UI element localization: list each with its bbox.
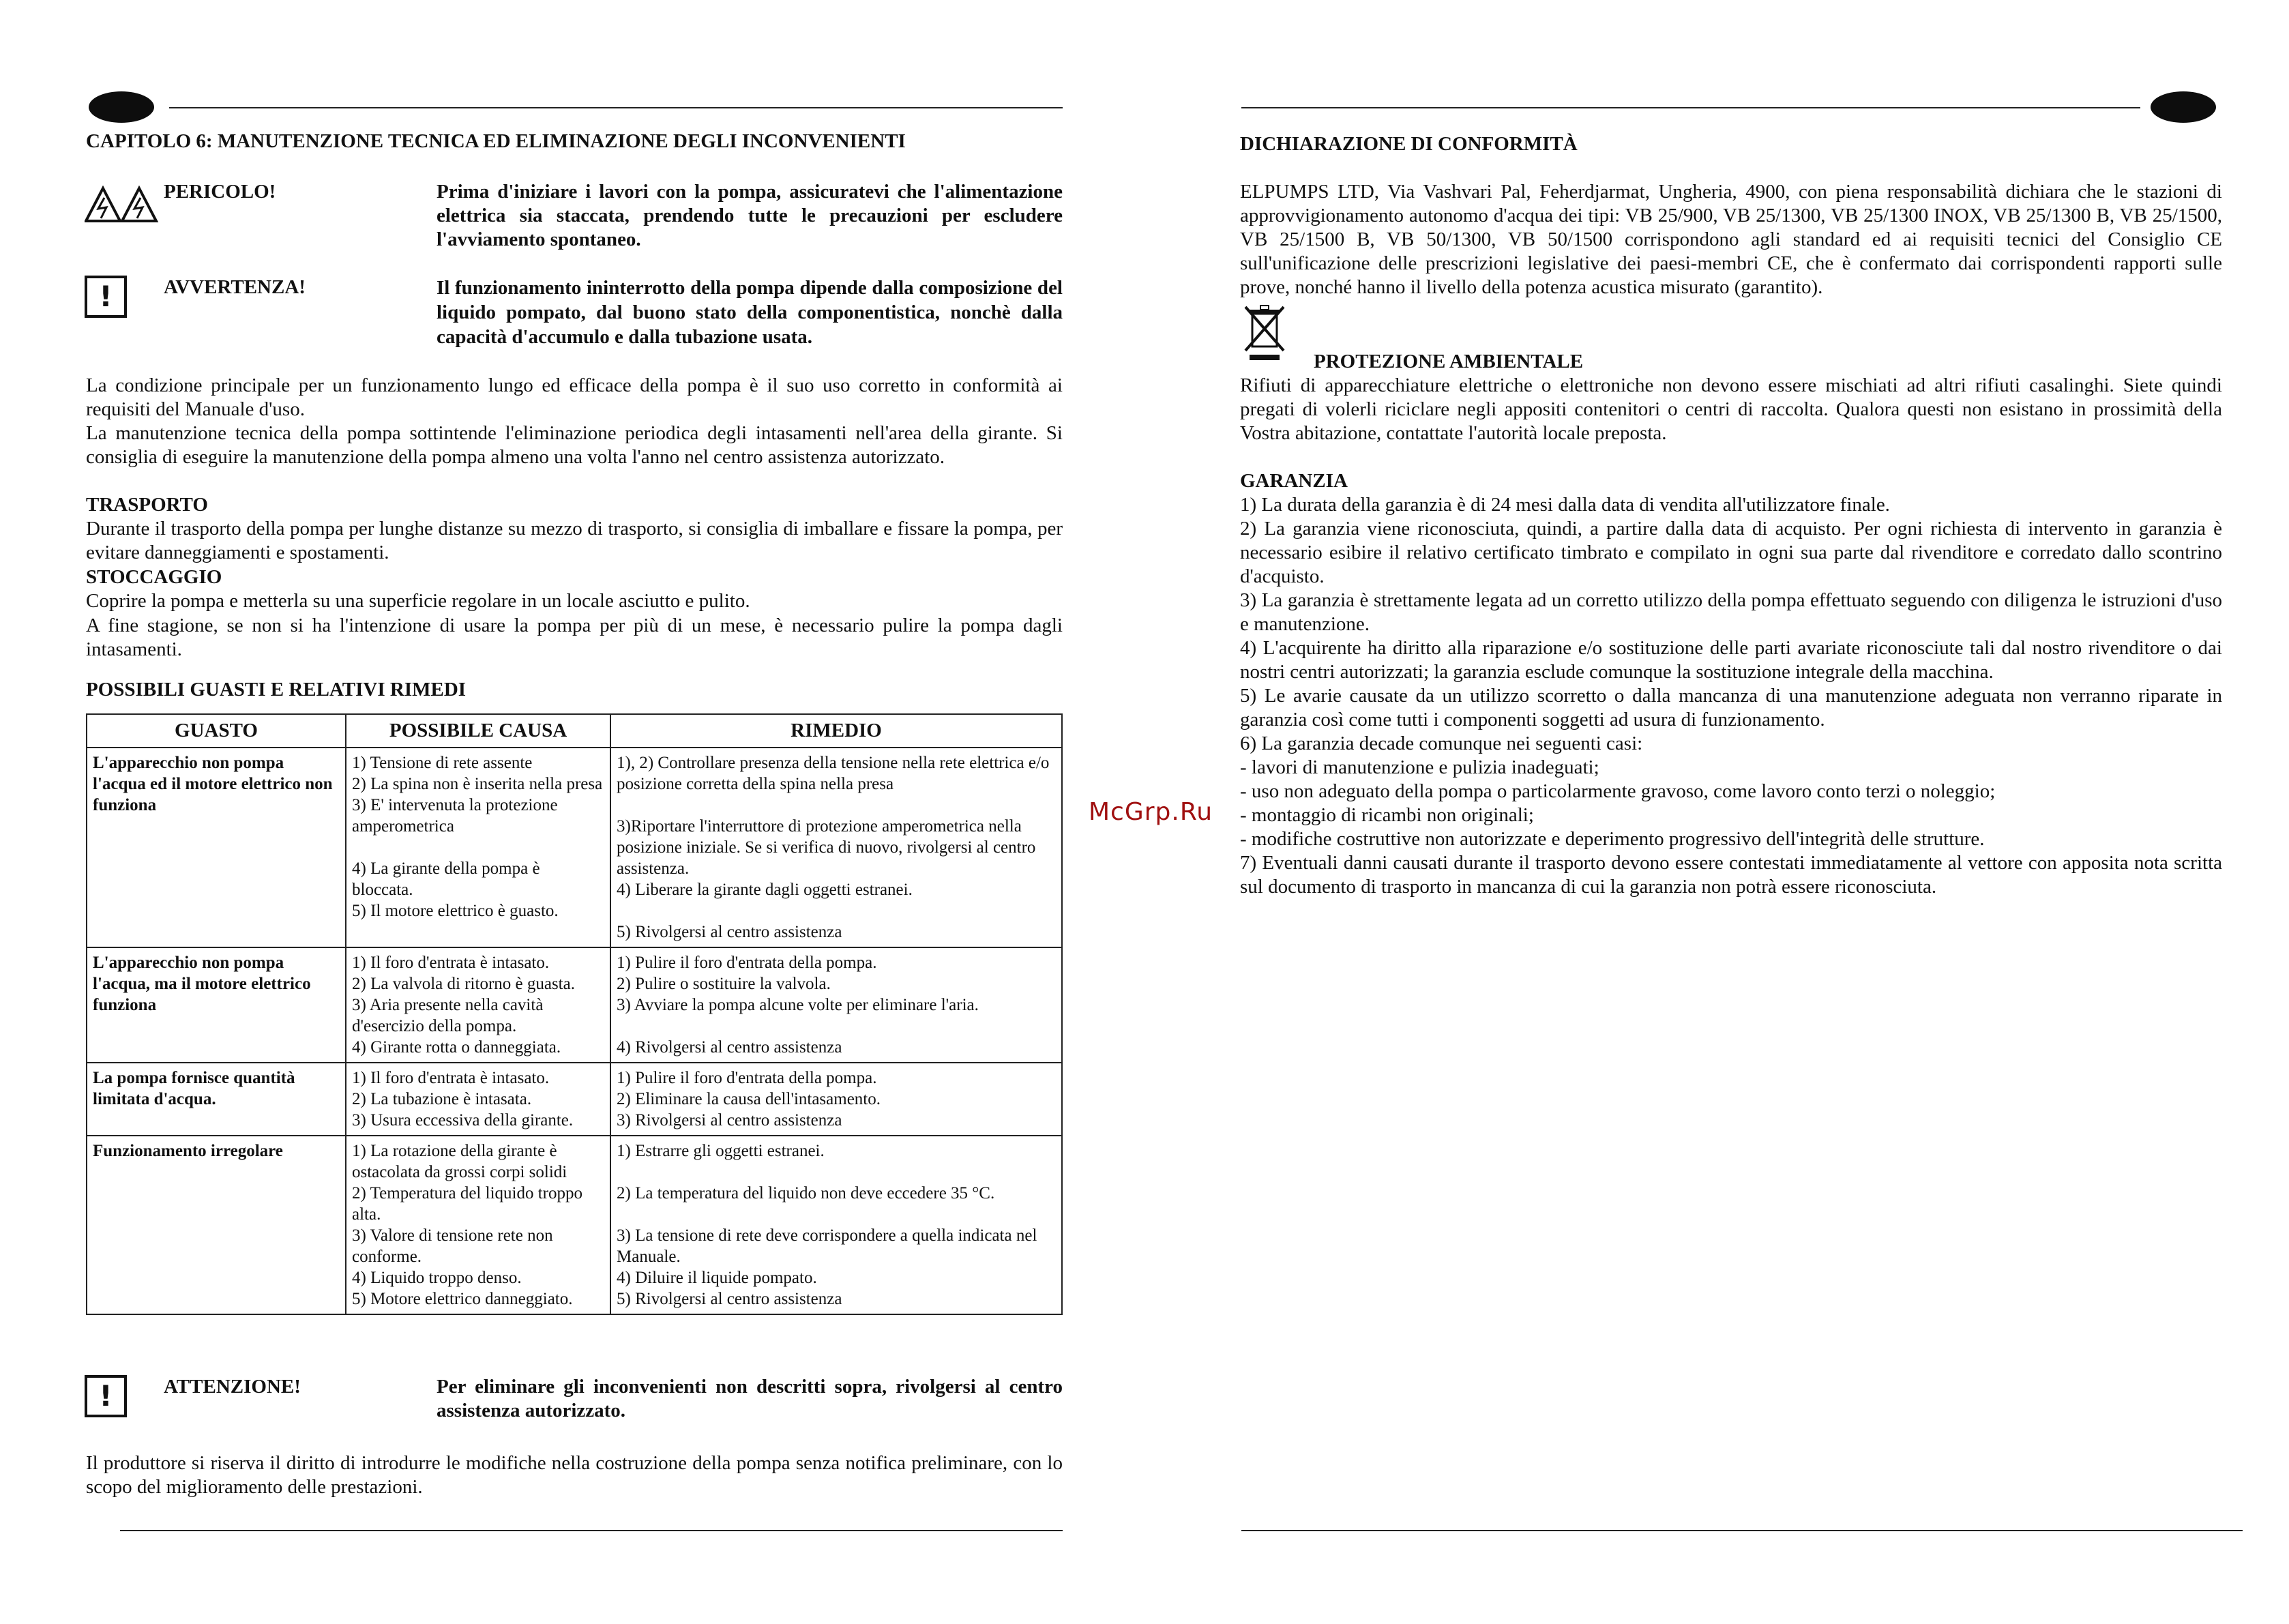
- warranty-item: 5) Le avarie causate da un utilizzo scorretto o dalla mancanza di una manutenzione adeguata non verranno riparate in garanzia così come tutti i componenti soggetti ad usura di funzionamento.: [1240, 685, 2222, 730]
- remedy-line: 1) Pulire il foro d'entrata della pompa.: [617, 954, 877, 972]
- attention-text: Per eliminare gli inconvenienti non descritti sopra, rivolgersi al centro assistenza autorizzato.: [437, 1376, 1063, 1421]
- attention-label: ATTENZIONE!: [164, 1376, 301, 1398]
- remedy-line: 4) Rivolgersi al centro assistenza: [617, 1038, 842, 1057]
- remedy-line: 2) La temperatura del liquido non deve eccedere 35 °C.: [617, 1184, 995, 1202]
- faults-title: POSSIBILI GUASTI E RELATIVI RIMEDI: [86, 679, 467, 700]
- warranty-item: 6) La garanzia decade comunque nei seguenti casi:: [1240, 733, 1643, 754]
- warning-label: AVVERTENZA!: [164, 276, 306, 298]
- danger-icon: [85, 186, 160, 224]
- storage-title: STOCCAGGIO: [86, 566, 222, 588]
- footer-note: Il produttore si riserva il diritto di introdurre le modifiche nella costruzione della pompa senza notifica preliminare, con lo scopo del miglioramento delle prestazioni.: [86, 1452, 1063, 1498]
- header-rule: [1241, 107, 2140, 108]
- page-number-marker: [2151, 91, 2216, 123]
- cause-line: 2) Temperatura del liquido troppo alta.: [352, 1184, 582, 1224]
- cause-line: 3) Valore di tensione rete non conforme.: [352, 1226, 553, 1266]
- intro-paragraph: La condizione principale per un funzionamento lungo ed efficace della pompa è il suo uso corretto in conformità ai requisiti del Manuale d'uso.: [86, 374, 1063, 420]
- warranty-item: 2) La garanzia viene riconosciuta, quindi, a partire dalla data di acquisto. Per ogni richiesta di intervento in garanzia è necessario esibire il relativo certificato timbrato e compilato in ogni sua parte dal rivenditore e corredato dallo scontrino d'acquisto.: [1240, 518, 2222, 587]
- remedy-cell: [610, 947, 1062, 1063]
- warranty-title: GARANZIA: [1240, 470, 1348, 492]
- transport-text: Durante il trasporto della pompa per lunghe distanze su mezzo di trasporto, si consiglia di imballare e fissare la pompa, per evitare danneggiamenti e spostamenti.: [86, 518, 1063, 563]
- storage-text-1: Coprire la pompa e metterla su una superficie regolare in un locale asciutto e pulito.: [86, 590, 750, 612]
- table-row: [87, 748, 1062, 947]
- weee-bin-icon: [1243, 304, 1286, 361]
- cause-line: 2) La spina non è inserita nella presa: [352, 775, 603, 793]
- remedy-line: [617, 1204, 1056, 1225]
- remedy-line: [617, 900, 1056, 921]
- table-row: [87, 1063, 1062, 1136]
- cause-cell: [346, 748, 610, 947]
- cause-line: 4) La girante della pompa è bloccata.: [352, 859, 540, 899]
- attention-icon: !: [85, 1375, 127, 1417]
- remedy-line: [617, 1016, 1056, 1037]
- header-rule: [169, 107, 1063, 108]
- transport-title: TRASPORTO: [86, 494, 208, 516]
- cause-line: 2) La valvola di ritorno è guasta.: [352, 975, 575, 993]
- environment-title: PROTEZIONE AMBIENTALE: [1314, 351, 1584, 372]
- remedy-line: 2) Eliminare la causa dell'intasamento.: [617, 1090, 881, 1108]
- cause-line: 5) Motore elettrico danneggiato.: [352, 1290, 573, 1308]
- fault-cell: L'apparecchio non pompa l'acqua, ma il motore elettrico funziona: [87, 947, 346, 1063]
- cause-line: 1) La rotazione della girante è ostacolata da grossi corpi solidi: [352, 1142, 567, 1181]
- maintenance-paragraph: La manutenzione tecnica della pompa sottintende l'eliminazione periodica degli intasamenti nell'area della girante. Si consiglia di eseguire la manutenzione della pompa almeno una volta l'anno nel centro assistenza autorizzato.: [86, 422, 1063, 468]
- warranty-item: 7) Eventuali danni causati durante il trasporto devono essere contestati immediatamente al vettore con apposita nota scritta sul documento di trasporto in mancanza di cui la garanzia non potrà essere riconosciuta.: [1240, 852, 2222, 898]
- warranty-item: 3) La garanzia è strettamente legata ad un corretto utilizzo della pompa effettuato seguendo con diligenza le istruzioni d'uso e manutenzione.: [1240, 589, 2222, 635]
- faults-table: [86, 713, 1063, 1315]
- environment-text: Rifiuti di apparecchiature elettriche o elettroniche non devono essere mischiati ad altri rifiuti casalinghi. Siete quindi pregati di volerli riciclare negli appositi contenitori o centri di raccolta. Qualora questi non esistano in prossimità della Vostra abitazione, contattate l'autorità locale preposta.: [1240, 374, 2222, 444]
- watermark: McGrp.Ru: [1089, 798, 1213, 826]
- cause-line: 1) Il foro d'entrata è intasato.: [352, 954, 550, 972]
- remedy-line: 4) Liberare la girante dagli oggetti estranei.: [617, 881, 913, 899]
- remedy-line: 3) Avviare la pompa alcune volte per eliminare l'aria.: [617, 996, 979, 1014]
- cause-line: 3) Usura eccessiva della girante.: [352, 1111, 574, 1130]
- danger-text: Prima d'iniziare i lavori con la pompa, assicuratevi che l'alimentazione elettrica sia staccata, prendendo tutte le precauzioni per escludere l'avviamento spontaneo.: [437, 181, 1063, 250]
- remedy-line: 3) Rivolgersi al centro assistenza: [617, 1111, 842, 1130]
- conformity-title: DICHIARAZIONE DI CONFORMITÀ: [1240, 133, 1578, 155]
- cause-line: 1) Tensione di rete assente: [352, 754, 533, 772]
- cause-line: [352, 837, 604, 858]
- cause-line: 3) Aria presente nella cavità d'esercizio della pompa.: [352, 996, 544, 1035]
- remedy-line: 1) Pulire il foro d'entrata della pompa.: [617, 1069, 877, 1087]
- table-row: [87, 947, 1062, 1063]
- fault-cell: L'apparecchio non pompa l'acqua ed il motore elettrico non funziona: [87, 748, 346, 947]
- warning-text: Il funzionamento ininterrotto della pompa dipende dalla composizione del liquido pompato, dal buono stato della componentistica, nonchè dalla capacità d'accumulo e dalla tubazione usata.: [437, 277, 1063, 348]
- remedy-line: 2) Pulire o sostituire la valvola.: [617, 975, 831, 993]
- cause-cell: [346, 947, 610, 1063]
- table-row: [87, 1136, 1062, 1314]
- warranty-item: - uso non adeguato della pompa o particolarmente gravoso, come lavoro conto terzi o noleggio;: [1240, 780, 1996, 802]
- remedy-line: 1), 2) Controllare presenza della tensione nella rete elettrica e/o posizione corretta della spina nella presa: [617, 754, 1050, 793]
- cause-line: 4) Liquido troppo denso.: [352, 1269, 522, 1287]
- danger-label: PERICOLO!: [164, 181, 276, 203]
- remedy-cell: [610, 748, 1062, 947]
- remedy-line: 3) La tensione di rete deve corrispondere a quella indicata nel Manuale.: [617, 1226, 1037, 1266]
- storage-text-2: A fine stagione, se non si ha l'intenzione di usare la pompa per più di un mese, è necessario pulire la pompa dagli intasamenti.: [86, 615, 1063, 660]
- table-header: GUASTO: [87, 714, 346, 748]
- warranty-item: - lavori di manutenzione e pulizia inadeguati;: [1240, 756, 1599, 778]
- fault-cell: La pompa fornisce quantità limitata d'acqua.: [87, 1063, 346, 1136]
- remedy-line: [617, 795, 1056, 816]
- cause-line: 2) La tubazione è intasata.: [352, 1090, 532, 1108]
- footer-rule: [120, 1530, 1063, 1531]
- cause-cell: [346, 1136, 610, 1314]
- warranty-item: - montaggio di ricambi non originali;: [1240, 804, 1534, 826]
- right-page: [1173, 0, 2289, 1624]
- cause-cell: [346, 1063, 610, 1136]
- conformity-text: ELPUMPS LTD, Via Vashvari Pal, Feherdjarmat, Ungheria, 4900, con piena responsabilità dichiara che le stazioni di approvvigionamento autonomo d'acqua dei tipi: VB 25/900, VB 25/1300, VB 25/1300 INOX, VB 25/1300 B, VB 25/1500, VB 25/1500 B, VB 50/1300, VB 50/1500 corrispondono agli standard ed ai requisiti tecnici del Consiglio CE sull'unificazione delle prescrizioni legislative dei paesi-membri CE, che è confermato dai corrispondenti rapporti sulle prove, nonché hanno il livello della potenza acustica misurato (garantito).: [1240, 181, 2222, 298]
- warranty-item: 4) L'acquirente ha diritto alla riparazione e/o sostituzione delle parti avariate riconosciute tali dal nostro rivenditore o dai nostri centri autorizzati; la garanzia esclude comunque la sostituzione integrale della macchina.: [1240, 637, 2222, 683]
- table-header: POSSIBILE CAUSA: [346, 714, 610, 748]
- footer-rule: [1241, 1530, 2243, 1531]
- table-header: RIMEDIO: [610, 714, 1062, 748]
- remedy-line: 5) Rivolgersi al centro assistenza: [617, 923, 842, 941]
- page-number-marker: [89, 91, 154, 123]
- remedy-cell: [610, 1063, 1062, 1136]
- table-header-row: [87, 714, 1062, 748]
- cause-line: 5) Il motore elettrico è guasto.: [352, 902, 559, 920]
- warning-icon: !: [85, 276, 127, 318]
- remedy-cell: [610, 1136, 1062, 1314]
- remedy-line: 1) Estrarre gli oggetti estranei.: [617, 1142, 825, 1160]
- remedy-line: 4) Diluire il liquide pompato.: [617, 1269, 817, 1287]
- chapter-title: CAPITOLO 6: MANUTENZIONE TECNICA ED ELIMINAZIONE DEGLI INCONVENIENTI: [86, 130, 906, 152]
- fault-cell: Funzionamento irregolare: [87, 1136, 346, 1314]
- remedy-line: [617, 1162, 1056, 1183]
- cause-line: 1) Il foro d'entrata è intasato.: [352, 1069, 550, 1087]
- remedy-line: 3)Riportare l'interruttore di protezione amperometrica nella posizione iniziale. Se si verifica di nuovo, rivolgersi al centro assistenza.: [617, 817, 1036, 878]
- warranty-list: [1240, 493, 2222, 899]
- cause-line: 4) Girante rotta o danneggiata.: [352, 1038, 561, 1057]
- left-page: [0, 0, 1119, 1624]
- warranty-item: 1) La durata della garanzia è di 24 mesi dalla data di vendita all'utilizzatore finale.: [1240, 494, 1890, 516]
- cause-line: 3) E' intervenuta la protezione amperometrica: [352, 796, 558, 836]
- warranty-item: - modifiche costruttive non autorizzate e deperimento progressivo dell'integrità delle strutture.: [1240, 828, 1985, 850]
- remedy-line: 5) Rivolgersi al centro assistenza: [617, 1290, 842, 1308]
